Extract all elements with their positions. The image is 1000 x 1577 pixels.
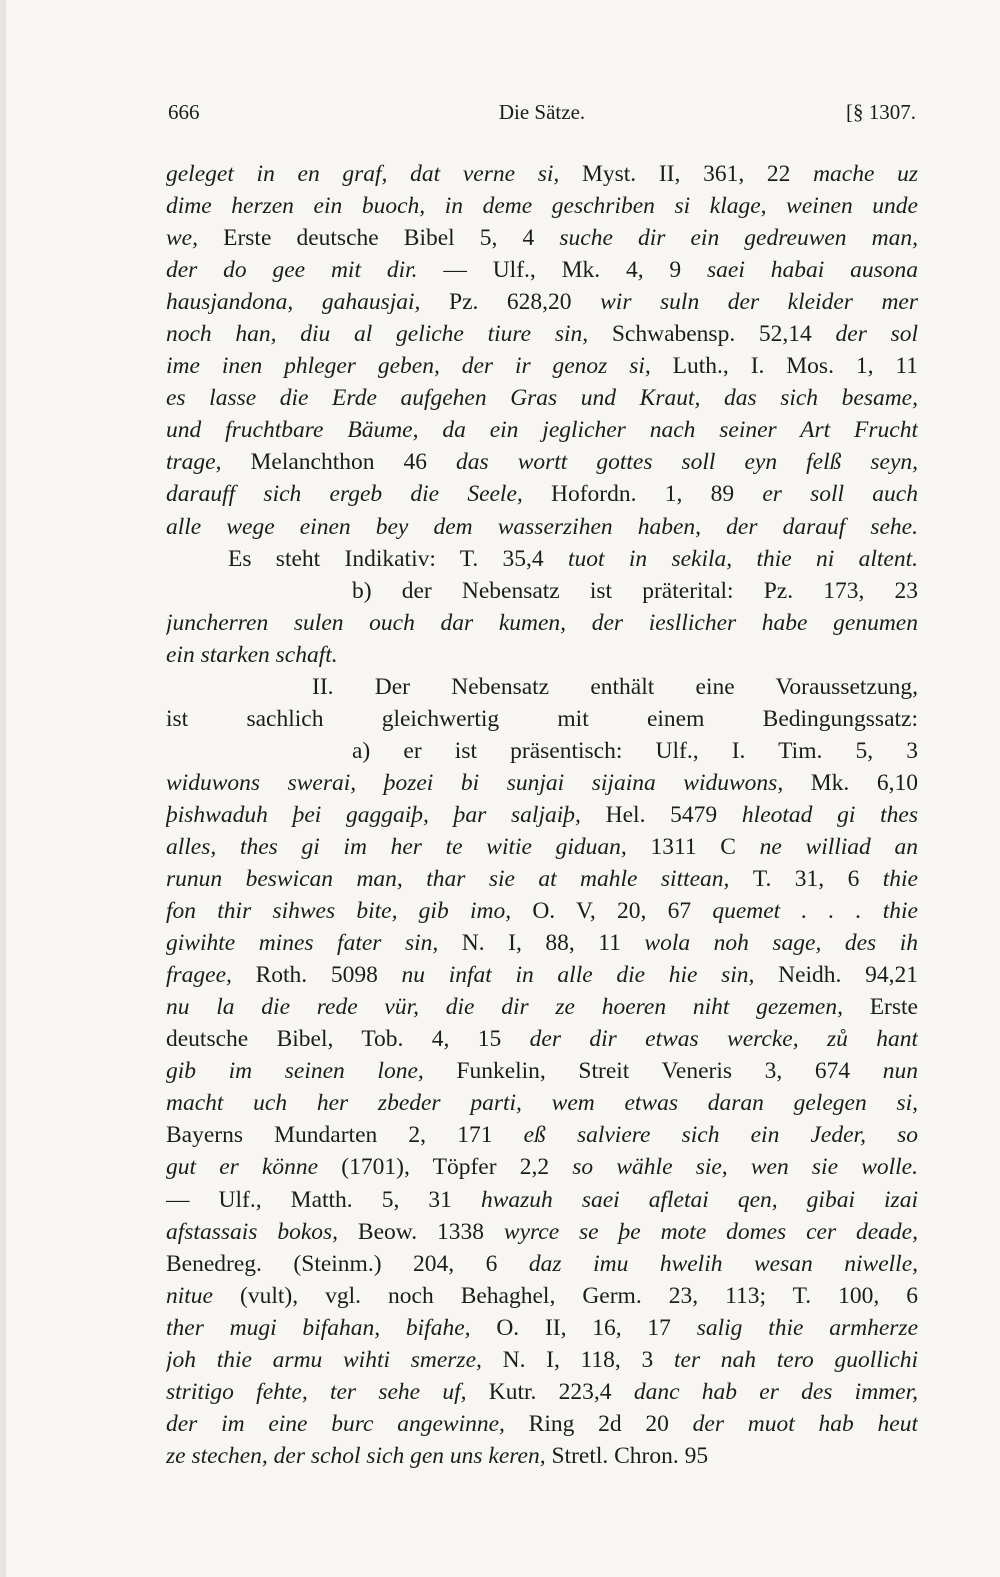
italic-quote: er soll auch <box>762 481 918 508</box>
citation-text: 1311 C <box>650 833 760 860</box>
text-line <box>166 575 918 607</box>
italic-quote: wir suln der kleider mer <box>600 289 918 316</box>
citation-text: T. 31, 6 <box>752 866 883 893</box>
italic-quote: alle wege einen bey dem wasserzihen haben, der darauf sehe. <box>166 513 918 540</box>
citation-text: (vult), vgl. noch Behaghel, Germ. 23, 113; T. 100, 6 <box>240 1282 918 1309</box>
citation-text: Mk. 6,10 <box>810 769 918 796</box>
text-line <box>166 543 918 575</box>
citation-text: — Ulf., Matth. 5, 31 <box>166 1186 481 1213</box>
italic-quote: thie <box>882 866 918 893</box>
text-line <box>166 671 918 703</box>
citation-text: II. Der Nebensatz enthält eine Voraussetzung, <box>312 673 918 700</box>
italic-quote: trage, <box>166 449 251 476</box>
italic-quote: runun beswican man, thar sie at mahle sittean, <box>166 866 753 893</box>
italic-quote: afstassais bokos, <box>166 1218 358 1245</box>
text-line <box>166 1087 918 1119</box>
citation-text: Roth. 5098 <box>255 962 402 989</box>
italic-quote: und fruchtbare Bäume, da ein jeglicher nach seiner Art Frucht <box>166 417 918 444</box>
text-line <box>166 382 918 414</box>
page-number: 666 <box>168 100 200 124</box>
citation-text: Melanchthon 46 <box>250 449 457 476</box>
body-text <box>166 158 918 1472</box>
text-line <box>166 959 918 991</box>
citation-text: O. II, 16, 17 <box>496 1314 697 1341</box>
citation-text: Erste <box>869 994 918 1021</box>
italic-quote: we, <box>166 225 224 252</box>
text-line <box>166 286 918 318</box>
italic-quote: macht uch her zbeder parti, wem etwas daran gelegen si, <box>166 1090 918 1117</box>
text-line <box>166 478 918 510</box>
italic-quote: der im eine burc angewinne, <box>166 1410 529 1437</box>
italic-quote: stritigo fehte, ter sehe uf, <box>166 1378 489 1405</box>
italic-quote: dime herzen ein buoch, in deme geschriben si klage, weinen unde <box>166 193 918 220</box>
citation-text: Schwabensp. 52,14 <box>611 321 836 348</box>
text-line <box>166 1119 918 1151</box>
citation-text: deutsche Bibel, Tob. 4, 15 <box>166 1026 530 1053</box>
italic-quote: hleotad gi thes <box>741 801 918 828</box>
citation-text: Pz. 628,20 <box>449 289 601 316</box>
text-line <box>166 1023 918 1055</box>
citation-text: Bayerns Mundarten 2, 171 <box>166 1122 524 1149</box>
italic-quote: hwazuh saei afletai qen, gibai izai <box>480 1186 918 1213</box>
text-line <box>166 767 918 799</box>
italic-quote: darauff sich ergeb die Seele, <box>166 481 551 508</box>
text-line <box>166 446 918 478</box>
text-line <box>166 1440 918 1472</box>
italic-quote: ime inen phleger geben, der ir genoz si, <box>166 353 673 380</box>
text-line <box>166 1151 918 1183</box>
citation-text: Hel. 5479 <box>605 801 742 828</box>
italic-quote: nu la die rede vür, die dir ze hoeren niht gezemen, <box>166 994 870 1021</box>
italic-quote: der sol <box>835 321 918 348</box>
citation-text: O. V, 20, 67 <box>532 898 713 925</box>
italic-quote: gib im seinen lone, <box>166 1058 457 1085</box>
italic-quote: ze stechen, der schol sich gen uns keren, <box>166 1442 552 1469</box>
italic-quote: das wortt gottes soll eyn felß seyn, <box>456 449 918 476</box>
italic-quote: saei habai ausona <box>707 257 918 284</box>
italic-quote: hausjandona, gahausjai, <box>166 289 449 316</box>
italic-quote: der do gee mit dir. <box>166 257 444 284</box>
text-line <box>166 414 918 446</box>
text-line <box>166 1376 918 1408</box>
italic-quote: alles, thes gi im her te witie giduan, <box>166 833 651 860</box>
citation-text: Stretl. Chron. 95 <box>551 1442 709 1469</box>
text-line <box>166 511 918 543</box>
italic-quote: fragee, <box>166 962 256 989</box>
citation-text: Kutr. 223,4 <box>488 1378 634 1405</box>
citation-text: a) er ist präsentisch: Ulf., I. Tim. 5, 3 <box>352 737 918 764</box>
italic-quote: der muot hab heut <box>692 1410 918 1437</box>
citation-text: Es steht Indikativ: T. 35,4 <box>228 545 568 572</box>
text-line <box>166 318 918 350</box>
italic-quote: fon thir sihwes bite, gib imo, <box>166 898 533 925</box>
citation-text: Luth., I. Mos. 1, 11 <box>672 353 918 380</box>
italic-quote: giwihte mines fater sin, <box>166 930 462 957</box>
italic-quote: eß salviere sich ein Jeder, so <box>523 1122 918 1149</box>
italic-quote: so wähle sie, wen sie wolle. <box>572 1154 918 1181</box>
italic-quote: nu infat in alle die hie sin, <box>401 962 779 989</box>
italic-quote: tuot in sekila, thie ni altent. <box>568 545 918 572</box>
text-line <box>166 1344 918 1376</box>
italic-quote: joh thie armu wihti smerze, <box>166 1346 503 1373</box>
text-line <box>166 1055 918 1087</box>
citation-text: Erste deutsche Bibel 5, 4 <box>223 225 560 252</box>
citation-text: Neidh. 94,21 <box>778 962 918 989</box>
italic-quote: gut er könne <box>166 1154 342 1181</box>
text-line <box>166 222 918 254</box>
citation-text: Ring 2d 20 <box>528 1410 693 1437</box>
italic-quote: quemet . . . thie <box>712 898 918 925</box>
italic-quote: nitue <box>166 1282 240 1309</box>
text-line <box>166 158 918 190</box>
text-line <box>166 350 918 382</box>
citation-text: Beow. 1338 <box>357 1218 504 1245</box>
text-line <box>166 1280 918 1312</box>
text-line <box>166 190 918 222</box>
citation-text: b) der Nebensatz ist präterital: Pz. 173, 23 <box>352 577 918 604</box>
italic-quote: ther mugi bifahan, bifahe, <box>166 1314 497 1341</box>
italic-quote: ter nah tero guollichi <box>673 1346 918 1373</box>
citation-text: Myst. II, 361, 22 <box>581 161 814 187</box>
text-line <box>166 799 918 831</box>
text-line <box>166 735 918 767</box>
italic-quote: salig thie armherze <box>696 1314 918 1341</box>
page-header <box>168 100 916 136</box>
citation-text: — Ulf., Mk. 4, 9 <box>443 257 708 284</box>
italic-quote: þishwaduh þei gaggaiþ, þar saljaiþ, <box>166 801 606 828</box>
italic-quote: wyrce se þe mote domes cer deade, <box>503 1218 918 1245</box>
italic-quote: noch han, diu al geliche tiure sin, <box>166 321 612 348</box>
citation-text: Hofordn. 1, 89 <box>551 481 763 508</box>
italic-quote: ein starken schaft. <box>166 641 338 668</box>
italic-quote: suche dir ein gedreuwen man, <box>559 225 918 252</box>
running-title: Die Sätze. <box>498 100 586 124</box>
text-line <box>166 1216 918 1248</box>
page-edge <box>0 0 6 1577</box>
italic-quote: daz imu hwelih wesan niwelle, <box>528 1250 918 1277</box>
text-line <box>166 639 918 671</box>
italic-quote: mache uz <box>813 161 918 187</box>
text-line <box>166 927 918 959</box>
italic-quote: nun <box>882 1058 918 1085</box>
text-line <box>166 1184 918 1216</box>
text-line <box>166 1248 918 1280</box>
citation-text: N. I, 88, 11 <box>461 930 645 957</box>
text-line <box>166 991 918 1023</box>
italic-quote: widuwons swerai, þozei bi sunjai sijaina widuwons, <box>166 769 811 796</box>
italic-quote: der dir etwas wercke, zů hant <box>529 1026 918 1053</box>
text-line <box>166 863 918 895</box>
citation-text: N. I, 118, 3 <box>502 1346 674 1373</box>
citation-text: (1701), Töpfer 2,2 <box>341 1154 573 1181</box>
italic-quote: geleget in en graf, dat verne si, <box>166 161 582 187</box>
italic-quote: ne williad an <box>759 833 918 860</box>
text-line <box>166 607 918 639</box>
citation-text: Funkelin, Streit Veneris 3, 674 <box>456 1058 883 1085</box>
text-line <box>166 254 918 286</box>
text-line <box>166 1408 918 1440</box>
italic-quote: es lasse die Erde aufgehen Gras und Kraut, das sich besame, <box>166 385 918 412</box>
italic-quote: wola noh sage, des ih <box>644 930 918 957</box>
italic-quote: juncherren sulen ouch dar kumen, der iesllicher habe genumen <box>166 609 918 636</box>
text-line <box>166 1312 918 1344</box>
citation-text: Benedreg. (Steinm.) 204, 6 <box>166 1250 529 1277</box>
italic-quote: danc hab er des immer, <box>633 1378 918 1405</box>
text-line <box>166 831 918 863</box>
text-line <box>166 895 918 927</box>
text-line <box>166 703 918 735</box>
citation-text: ist sachlich gleichwertig mit einem Bedingungssatz: <box>166 705 918 732</box>
section-reference: [§ 1307. <box>846 100 916 124</box>
